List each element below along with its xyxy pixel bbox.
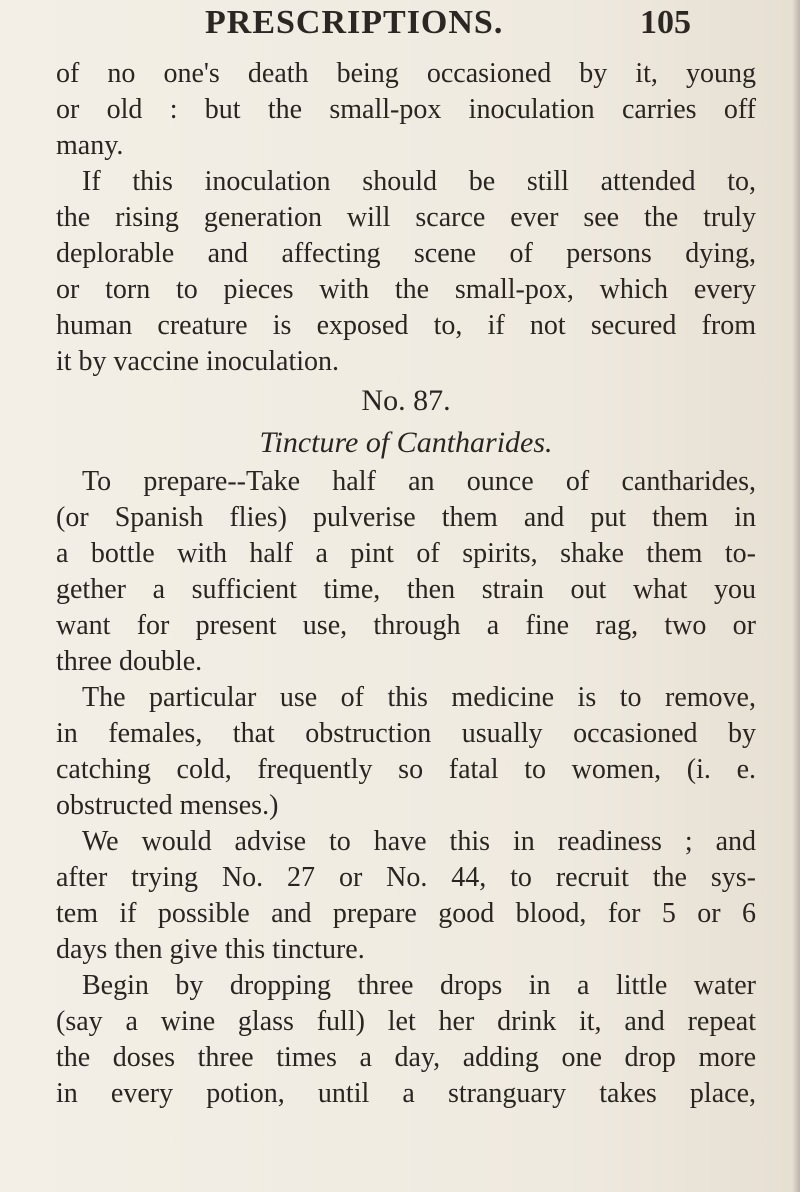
section-title: Tincture of Cantharides. — [259, 426, 553, 459]
text-line: in every potion, until a stranguary takes place, — [56, 1078, 756, 1109]
text-line: many. — [56, 130, 124, 161]
page-header — [0, 4, 800, 50]
text-line: If this inoculation should be still attended to, — [82, 166, 756, 197]
text-line: days then give this tincture. — [56, 934, 365, 965]
text-line: it by vaccine inoculation. — [56, 346, 340, 377]
text-line: The particular use of this medicine is to remove, — [82, 682, 756, 713]
text-line: tem if possible and prepare good blood, for 5 or 6 — [56, 898, 756, 929]
page-body — [56, 56, 756, 1112]
paragraph-5 — [56, 824, 756, 968]
text-line: a bottle with half a pint of spirits, shake them to- — [56, 538, 756, 569]
page-edge-shadow — [792, 0, 800, 1192]
text-line: We would advise to have this in readiness ; and — [82, 826, 756, 857]
paragraph-1 — [56, 56, 756, 164]
paragraph-6 — [56, 968, 756, 1112]
paragraph-3 — [56, 464, 756, 680]
text-line: To prepare--Take half an ounce of cantharides, — [82, 466, 756, 497]
text-line: gether a sufficient time, then strain out what you — [56, 574, 756, 605]
text-line: (or Spanish flies) pulverise them and put them in — [56, 502, 756, 533]
text-line: or old : but the small-pox inoculation carries off — [56, 94, 756, 125]
text-line: human creature is exposed to, if not secured from — [56, 310, 756, 341]
text-line: deplorable and affecting scene of persons dying, — [56, 238, 756, 269]
text-line: three double. — [56, 646, 203, 677]
text-line: want for present use, through a fine rag, two or — [56, 610, 756, 641]
text-line: the doses three times a day, adding one drop more — [56, 1042, 756, 1073]
text-line: Begin by dropping three drops in a little water — [82, 970, 756, 1001]
running-head: PRESCRIPTIONS. — [205, 4, 504, 41]
text-line: the rising generation will scarce ever see the truly — [56, 202, 756, 233]
text-line: after trying No. 27 or No. 44, to recruit the sys- — [56, 862, 756, 893]
paragraph-4 — [56, 680, 756, 824]
text-line: in females, that obstruction usually occasioned by — [56, 718, 756, 749]
text-line: obstructed menses.) — [56, 790, 279, 821]
text-line: or torn to pieces with the small-pox, which every — [56, 274, 756, 305]
text-line: catching cold, frequently so fatal to women, (i. e. — [56, 754, 756, 785]
page-number: 105 — [640, 4, 691, 41]
paragraph-2 — [56, 164, 756, 380]
section-number: No. 87. — [361, 384, 451, 417]
text-line: of no one's death being occasioned by it, young — [56, 58, 756, 89]
text-line: (say a wine glass full) let her drink it, and repeat — [56, 1006, 756, 1037]
